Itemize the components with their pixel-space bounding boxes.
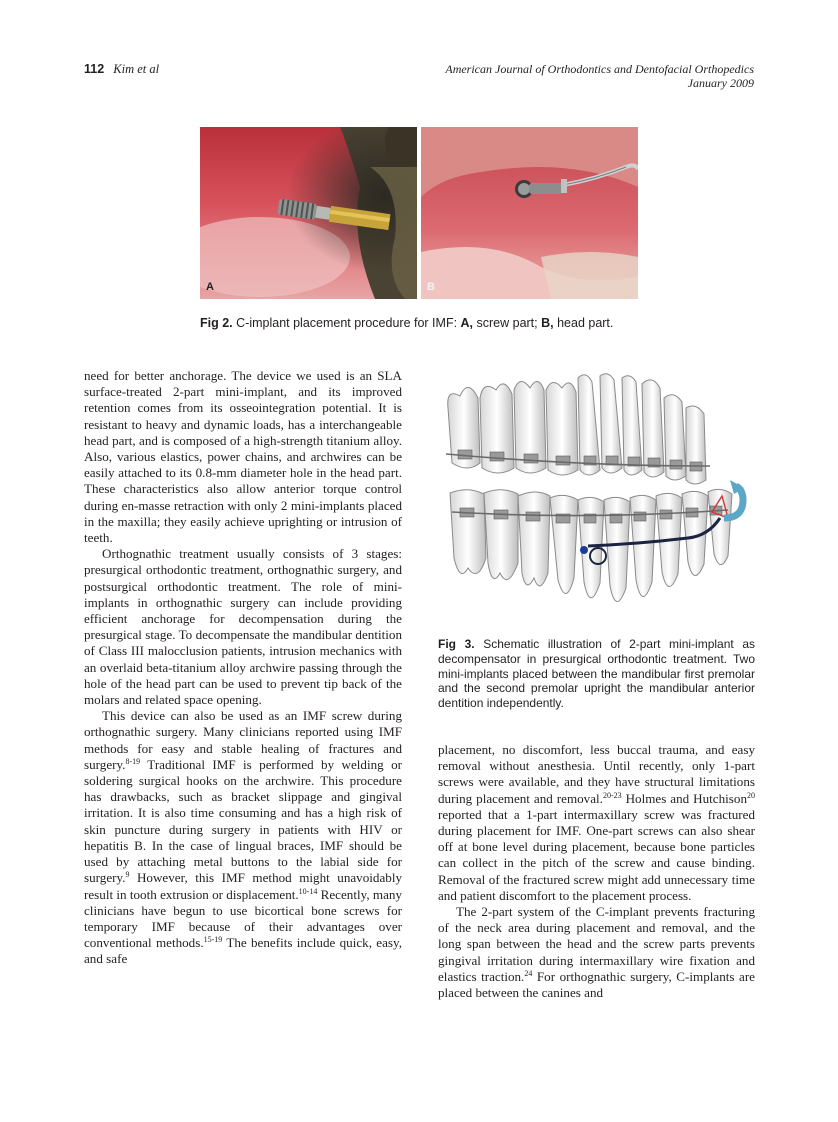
text-run: Holmes and Hutchison <box>621 790 747 806</box>
left-paragraph-2: Orthognathic treatment usually consists of 3 stages: presurgical orthodontic treatment, orthognathic surgery, and postsurgical orthodontic treatment. The role of mini-implants in orthognathic surgery can include providing efficient anchorage for decompensation during the presurgical stage. To decompensate the mandibular dentition of Class III malocclusion patients, intrusion mechanics with an overlaid beta-titanium alloy archwire passing through the hole of the head part can be used to prevent tip back of the molars and related space opening. <box>84 546 402 708</box>
right-paragraph-2 <box>438 904 755 1001</box>
fig3-caption-text: Schematic illustration of 2-part mini-implant as decompensator in presurgical orthodontic treatment. Two mini-implants placed between the mandibular first premolar and the second premolar upright the mandibular anterior dentition independently. <box>438 637 755 711</box>
text-run: This device can also be used as an IMF screw during orthognathic surgery. Many clinicians reported using IMF methods for easy and stable healing of fractures and surgery. <box>84 708 402 772</box>
text-run: Traditional IMF is performed by welding or soldering surgical hooks on the archwire. This procedure has drawbacks, such as bracket slippage and gingival irritation. It is also time consuming and has a high risk of skin puncture during surgery in patients with HIV or hepatitis B. In the case of lingual braces, IMF should be used by attaching metal buttons to the labial side for surgery. <box>84 756 402 886</box>
running-header-right <box>445 62 754 90</box>
fig3-caption-label: Fig 3. <box>438 637 475 651</box>
citation: 20-23 <box>602 790 622 800</box>
fig2-panel-a-label: A <box>206 281 214 293</box>
journal-issue: January 2009 <box>687 76 754 90</box>
page-number: 112 <box>84 62 105 76</box>
text-run: The benefits include quick, easy, and safe <box>84 935 402 967</box>
citation: 24 <box>524 968 533 978</box>
fig2-panel-b-image <box>421 127 638 299</box>
fig2-caption-b: B, <box>541 316 554 330</box>
fig2-caption-label: Fig 2. <box>200 316 233 330</box>
citation: 10-14 <box>298 886 318 896</box>
left-column <box>84 368 402 968</box>
fig2-panel-b <box>421 127 638 299</box>
journal-title: American Journal of Orthodontics and Dentofacial Orthopedics <box>445 62 754 76</box>
right-paragraph-1 <box>438 742 755 904</box>
fig3-illustration <box>438 368 755 618</box>
left-paragraph-1: need for better anchorage. The device we used is an SLA surface-treated 2-part mini-implant, and its improved retention comes from its osseointegration potential. It is resistant to heavy and dynamic loads, has a interchangeable head part, and is composed of a high-strength titanium alloy. Also, various elastics, power chains, and archwires can be easily attached to its 0.8-mm diameter hole in the head part. These characteristics also allow anterior torque control during en-masse retraction with only 2 mini-implants placed in the maxilla; they easily achieve uprighting or intrusion of teeth. <box>84 368 402 546</box>
text-run: For orthognathic surgery, C-implants are placed between the canines and <box>438 968 755 1001</box>
citation: 9 <box>125 870 130 880</box>
left-paragraph-3 <box>84 708 402 967</box>
fig3-schematic <box>438 368 755 618</box>
fig2-caption-text: C-implant placement procedure for IMF: <box>232 316 461 330</box>
text-run: Recently, many clinicians have begun to use bicortical bone screws for temporary IMF because of their advantages over conventional methods. <box>84 886 402 951</box>
fig2-panel-a-image <box>200 127 417 299</box>
fig2-panel-a <box>200 127 417 299</box>
citation: 15-19 <box>203 935 223 945</box>
text-run: placement, no discomfort, less buccal trauma, and easy removal without anesthesia. Until recently, only 1-part screws were available, and they have structural limitations during placement and removal. <box>438 742 755 806</box>
fig2-caption-a: A, <box>460 316 474 330</box>
fig2-panel-b-label: B <box>427 281 435 293</box>
right-column <box>438 742 755 1001</box>
fig2-caption <box>200 316 613 330</box>
citation: 8-19 <box>125 756 141 766</box>
text-run: reported that a 1-part intermaxillary screw was fractured during placement for IMF. One-part screws can also shear off at bone level during placement, because bone particles can collect in the pitch of the screw and cause binding. Removal of the fractured screw might add unnecessary time and patient discomfort to the placement process. <box>438 806 755 903</box>
running-header-left <box>84 62 159 77</box>
text-run: The 2-part system of the C-implant prevents fracturing of the neck area during placement and removal, and the long span between the head and the screw parts prevents gingival irritation during intermaxillary wire fixation and elastics traction. <box>438 904 755 984</box>
fig3-caption <box>438 637 755 711</box>
running-authors: Kim et al <box>113 62 160 76</box>
citation: 20 <box>747 790 755 800</box>
fig2-caption-a-text: screw part; <box>473 316 542 330</box>
fig2-caption-b-text: head part. <box>553 316 614 330</box>
text-run: However, this IMF method might unavoidably result in tooth extrusion or displacement. <box>84 870 402 902</box>
